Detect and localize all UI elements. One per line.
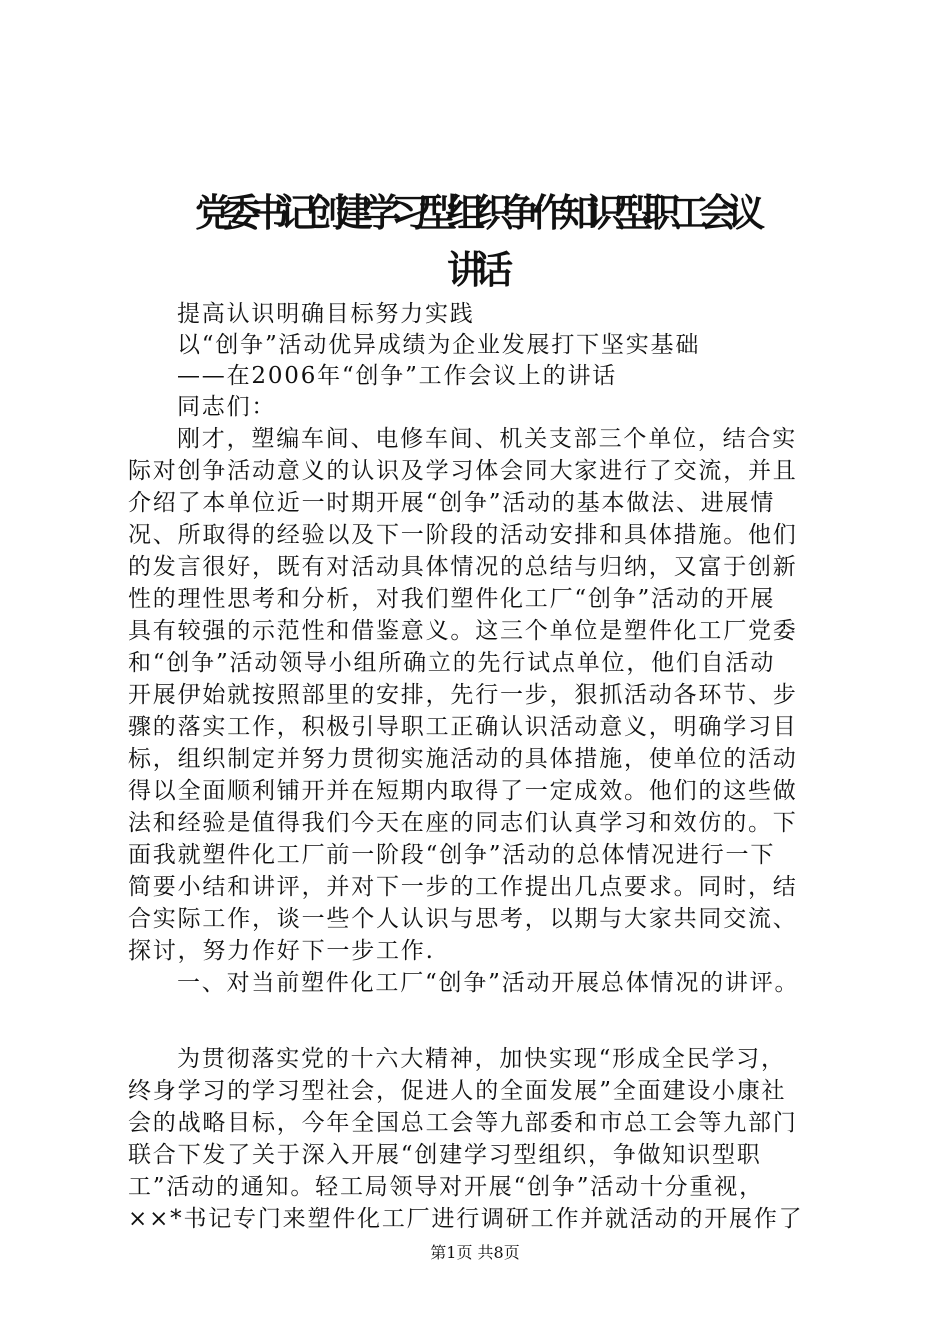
- paragraph-line: 得以全面顺利铺开并在短期内取得了一定成效。他们的这些做: [128, 778, 798, 804]
- paragraph-line: 合实际工作，谈一些个人认识与思考，以期与大家共同交流、: [128, 906, 798, 932]
- paragraph-line: 联合下发了关于深入开展“创建学习型组织，争做知识型职: [128, 1142, 762, 1168]
- paragraph-line: 面我就塑件化工厂前一阶段“创争”活动的总体情况进行一下: [128, 842, 776, 868]
- page-number-footer: 第1页 共8页: [430, 1243, 520, 1262]
- paragraph-line: 开展伊始就按照部里的安排，先行一步，狠抓活动各环节、步: [128, 682, 798, 708]
- subtitle-3: ——在2006年“创争”工作会议上的讲话: [177, 363, 618, 389]
- paragraph-line: 终身学习的学习型社会，促进人的全面发展”全面建设小康社: [128, 1078, 787, 1104]
- subtitle-2: 以“创争”活动优异成绩为企业发展打下坚实基础: [177, 332, 701, 358]
- paragraph-line: 性的理性思考和分析，对我们塑件化工厂“创争”活动的开展: [128, 586, 776, 612]
- paragraph-line: 简要小结和讲评，并对下一步的工作提出几点要求。同时，结: [128, 874, 798, 900]
- paragraph-line: 的发言很好，既有对活动具体情况的总结与归纳，又富于创新: [128, 554, 798, 580]
- paragraph-line: 具有较强的示范性和借鉴意义。这三个单位是塑件化工厂党委: [128, 618, 798, 644]
- paragraph-line: 际对创争活动意义的认识及学习体会同大家进行了交流，并且: [128, 458, 798, 484]
- document-title-line1: 党委书记创建学习型组织争作知识型职工会议: [194, 191, 755, 235]
- subtitle-1: 提高认识明确目标努力实践: [177, 301, 475, 327]
- paragraph-line: 为贯彻落实党的十六大精神，加快实现“形成全民学习，: [177, 1046, 786, 1072]
- paragraph-line: 会的战略目标，今年全国总工会等九部委和市总工会等九部门: [128, 1110, 798, 1136]
- paragraph-line: 法和经验是值得我们今天在座的同志们认真学习和效仿的。下: [128, 810, 798, 836]
- paragraph-line: 骤的落实工作，积极引导职工正确认识活动意义，明确学习目: [128, 714, 798, 740]
- paragraph-line: 况、所取得的经验以及下一阶段的活动安排和具体措施。他们: [128, 522, 798, 548]
- section-1-heading: 一、对当前塑件化工厂“创争”活动开展总体情况的讲评。: [177, 970, 800, 996]
- salutation: 同志们：: [177, 394, 277, 420]
- paragraph-line: 刚才，塑编车间、电修车间、机关支部三个单位，结合实: [177, 426, 797, 452]
- paragraph-line: 工”活动的通知。轻工局领导对开展“创争”活动十分重视，: [128, 1174, 764, 1200]
- paragraph-line: 探讨，努力作好下一步工作.: [128, 938, 435, 964]
- paragraph-line: 介绍了本单位近一时期开展“创争”活动的基本做法、进展情: [128, 490, 776, 516]
- document-title-line2: 讲话: [446, 248, 503, 292]
- paragraph-line: 标，组织制定并努力贯彻实施活动的具体措施，使单位的活动: [128, 746, 798, 772]
- paragraph-line: 和“创争”活动领导小组所确立的先行试点单位，他们自活动: [128, 650, 776, 676]
- paragraph-line: ××*书记专门来塑件化工厂进行调研工作并就活动的开展作了: [128, 1206, 804, 1232]
